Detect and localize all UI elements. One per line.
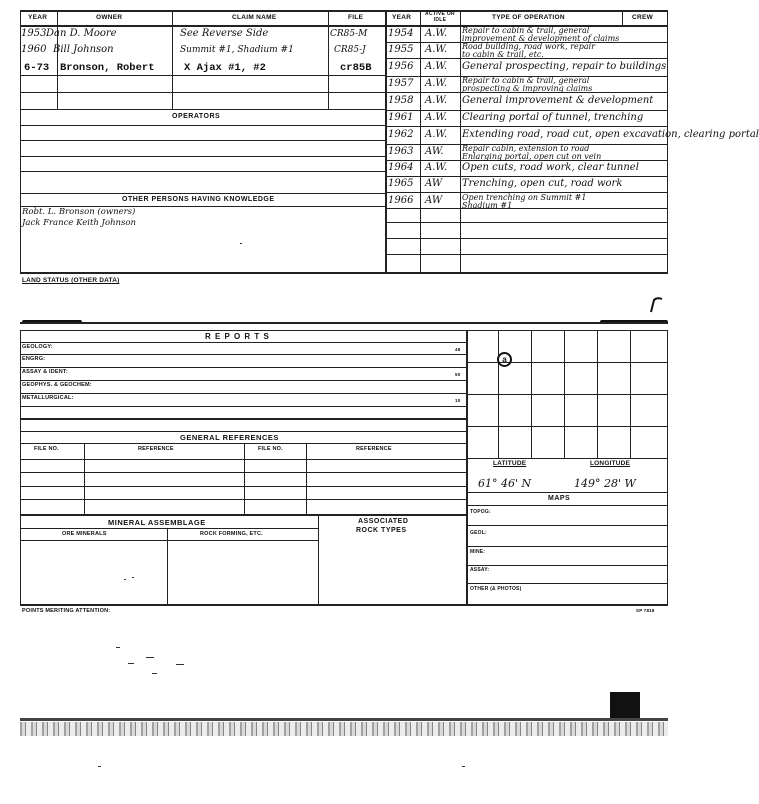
claim-file: cr85B	[340, 62, 372, 74]
op-type-line: Trenching, open cut, road work	[462, 178, 623, 189]
op-active: A.W.	[425, 61, 448, 72]
reports-title: R E P O R T S	[205, 332, 270, 341]
ref-file-no-header: FILE NO.	[34, 446, 59, 452]
claim-year: 6-73	[24, 62, 50, 74]
map-item-label: OTHER (& PHOTOS)	[470, 586, 522, 592]
op-type-line: Clearing portal of tunnel, trenching	[462, 112, 644, 123]
op-type-line: Repair to cabin & trail, general	[462, 26, 590, 35]
report-number: 48	[455, 347, 461, 352]
ref-reference-header-2: REFERENCE	[356, 446, 392, 452]
scan-noise-band	[20, 722, 668, 736]
claim-year: 1953	[21, 28, 47, 39]
op-type-line: prospecting & improving claims	[462, 84, 593, 93]
op-type-line: Extending road, road cut, open excavation, clearing portal	[462, 129, 759, 140]
op-type-line: General improvement & development	[462, 95, 654, 106]
op-type-line: Open cuts, road work, clear tunnel	[462, 162, 639, 173]
op-type-line: Enlarging portal, open cut on vein	[462, 152, 602, 161]
type-of-operation-header: TYPE OF OPERATION	[492, 14, 565, 21]
latitude-value: 61° 46' N	[478, 477, 532, 490]
op-year: 1963	[388, 146, 414, 157]
op-type-line: improvement & development of claims	[462, 34, 620, 43]
op-active: A.W.	[425, 162, 448, 173]
knowledge-person: Jack France Keith Johnson	[22, 218, 136, 228]
map-row-divider	[466, 525, 667, 526]
owner-header: OWNER	[96, 14, 123, 21]
op-type-line: Repair to cabin & trail, general	[462, 76, 590, 85]
op-type-line: Repair cabin, extension to road	[462, 144, 590, 153]
mineral-assemblage-title: MINERAL ASSEMBLAGE	[108, 518, 206, 527]
op-year: 1961	[388, 112, 414, 123]
op-year: 1966	[388, 195, 414, 206]
op-active: AW	[425, 178, 443, 189]
op-year: 1962	[388, 129, 414, 140]
report-label: GEOLOGY:	[22, 344, 53, 350]
knowledge-title: OTHER PERSONS HAVING KNOWLEDGE	[122, 196, 275, 203]
op-active: A.W.	[425, 129, 448, 140]
report-number: 10	[455, 398, 461, 403]
longitude-value: 149° 28' W	[574, 477, 636, 490]
map-item-label: MINE:	[470, 549, 486, 555]
points-meriting-attention-label: POINTS MERITING ATTENTION:	[22, 608, 111, 614]
op-year: 1958	[388, 95, 414, 106]
file-header: FILE	[348, 14, 364, 21]
check-mark-icon	[648, 296, 664, 314]
report-label: METALLURGICAL:	[22, 395, 74, 401]
map-item-label: GEOL:	[470, 530, 487, 536]
op-year: 1954	[388, 28, 414, 39]
op-year: 1965	[388, 178, 414, 189]
land-status-label: LAND STATUS (OTHER DATA)	[22, 277, 120, 284]
crew-header: CREW	[632, 14, 654, 21]
op-year: 1956	[388, 61, 414, 72]
claim-name: Summit #1, Shadium #1	[180, 45, 294, 55]
op-year: 1955	[388, 44, 414, 55]
knowledge-person: Robt. L. Bronson (owners)	[22, 207, 136, 217]
op-active: A.W.	[425, 28, 448, 39]
op-active: A.W.	[425, 112, 448, 123]
map-item-label: ASSAY:	[470, 567, 490, 573]
map-row-divider	[466, 583, 667, 584]
rock-forming-header: ROCK FORMING, ETC.	[200, 531, 263, 537]
op-type-line: General prospecting, repair to buildings	[462, 61, 667, 72]
latitude-label: LATITUDE	[493, 460, 527, 467]
op-year: 1964	[388, 162, 414, 173]
map-item-label: TOPOG:	[470, 509, 491, 515]
map-row-divider	[466, 565, 667, 566]
claim-owner: Bill Johnson	[53, 44, 114, 55]
scan-black-block	[610, 692, 640, 718]
op-type-line: to cabin & trail, etc.	[462, 50, 544, 59]
ops-year-header: YEAR	[392, 14, 412, 21]
claim-name: X Ajax #1, #2	[184, 62, 266, 74]
op-active: AW.	[425, 146, 444, 157]
maps-title: MAPS	[548, 495, 571, 502]
claim-year: 1960	[21, 44, 47, 55]
claim-owner: Dan D. Moore	[46, 28, 117, 39]
op-type-line: Shadium #1	[462, 201, 513, 210]
report-label: GEOPHYS. & GEOCHEM:	[22, 382, 92, 388]
general-references-title: GENERAL REFERENCES	[180, 433, 279, 442]
claim-file: CR85-M	[330, 29, 368, 39]
op-active: A.W.	[425, 44, 448, 55]
ref-reference-header: REFERENCE	[138, 446, 174, 452]
location-marker: a	[497, 352, 512, 367]
longitude-label: LONGITUDE	[590, 460, 631, 467]
associated-rock-title: ASSOCIATED	[358, 518, 409, 525]
report-number: 50	[455, 372, 461, 377]
year-header: YEAR	[28, 14, 48, 21]
claim-name: See Reverse Side	[180, 28, 269, 39]
active-idle-header: ACTIVE OR IDLE	[425, 11, 455, 23]
op-year: 1957	[388, 78, 414, 89]
op-active: A.W.	[425, 78, 448, 89]
operators-title: OPERATORS	[172, 113, 221, 120]
ref-file-no-header-2: FILE NO.	[258, 446, 283, 452]
claim-owner: Bronson, Robert	[60, 62, 155, 74]
report-label: ENGRG:	[22, 356, 46, 362]
report-label: ASSAY & IDENT:	[22, 369, 68, 375]
op-active: A.W.	[425, 95, 448, 106]
claim-file: CR85-J	[334, 45, 366, 55]
claim-name-header: CLAIM NAME	[232, 14, 277, 21]
ore-minerals-header: ORE MINERALS	[62, 531, 107, 537]
op-type-line: Road building, road work, repair	[462, 42, 596, 51]
op-type-line: Open trenching on Summit #1	[462, 193, 587, 202]
form-number: SP 7818	[636, 608, 655, 613]
op-active: AW	[425, 195, 443, 206]
scan-edge-line	[20, 718, 668, 721]
associated-rock-title-2: ROCK TYPES	[356, 527, 407, 534]
map-row-divider	[466, 546, 667, 547]
